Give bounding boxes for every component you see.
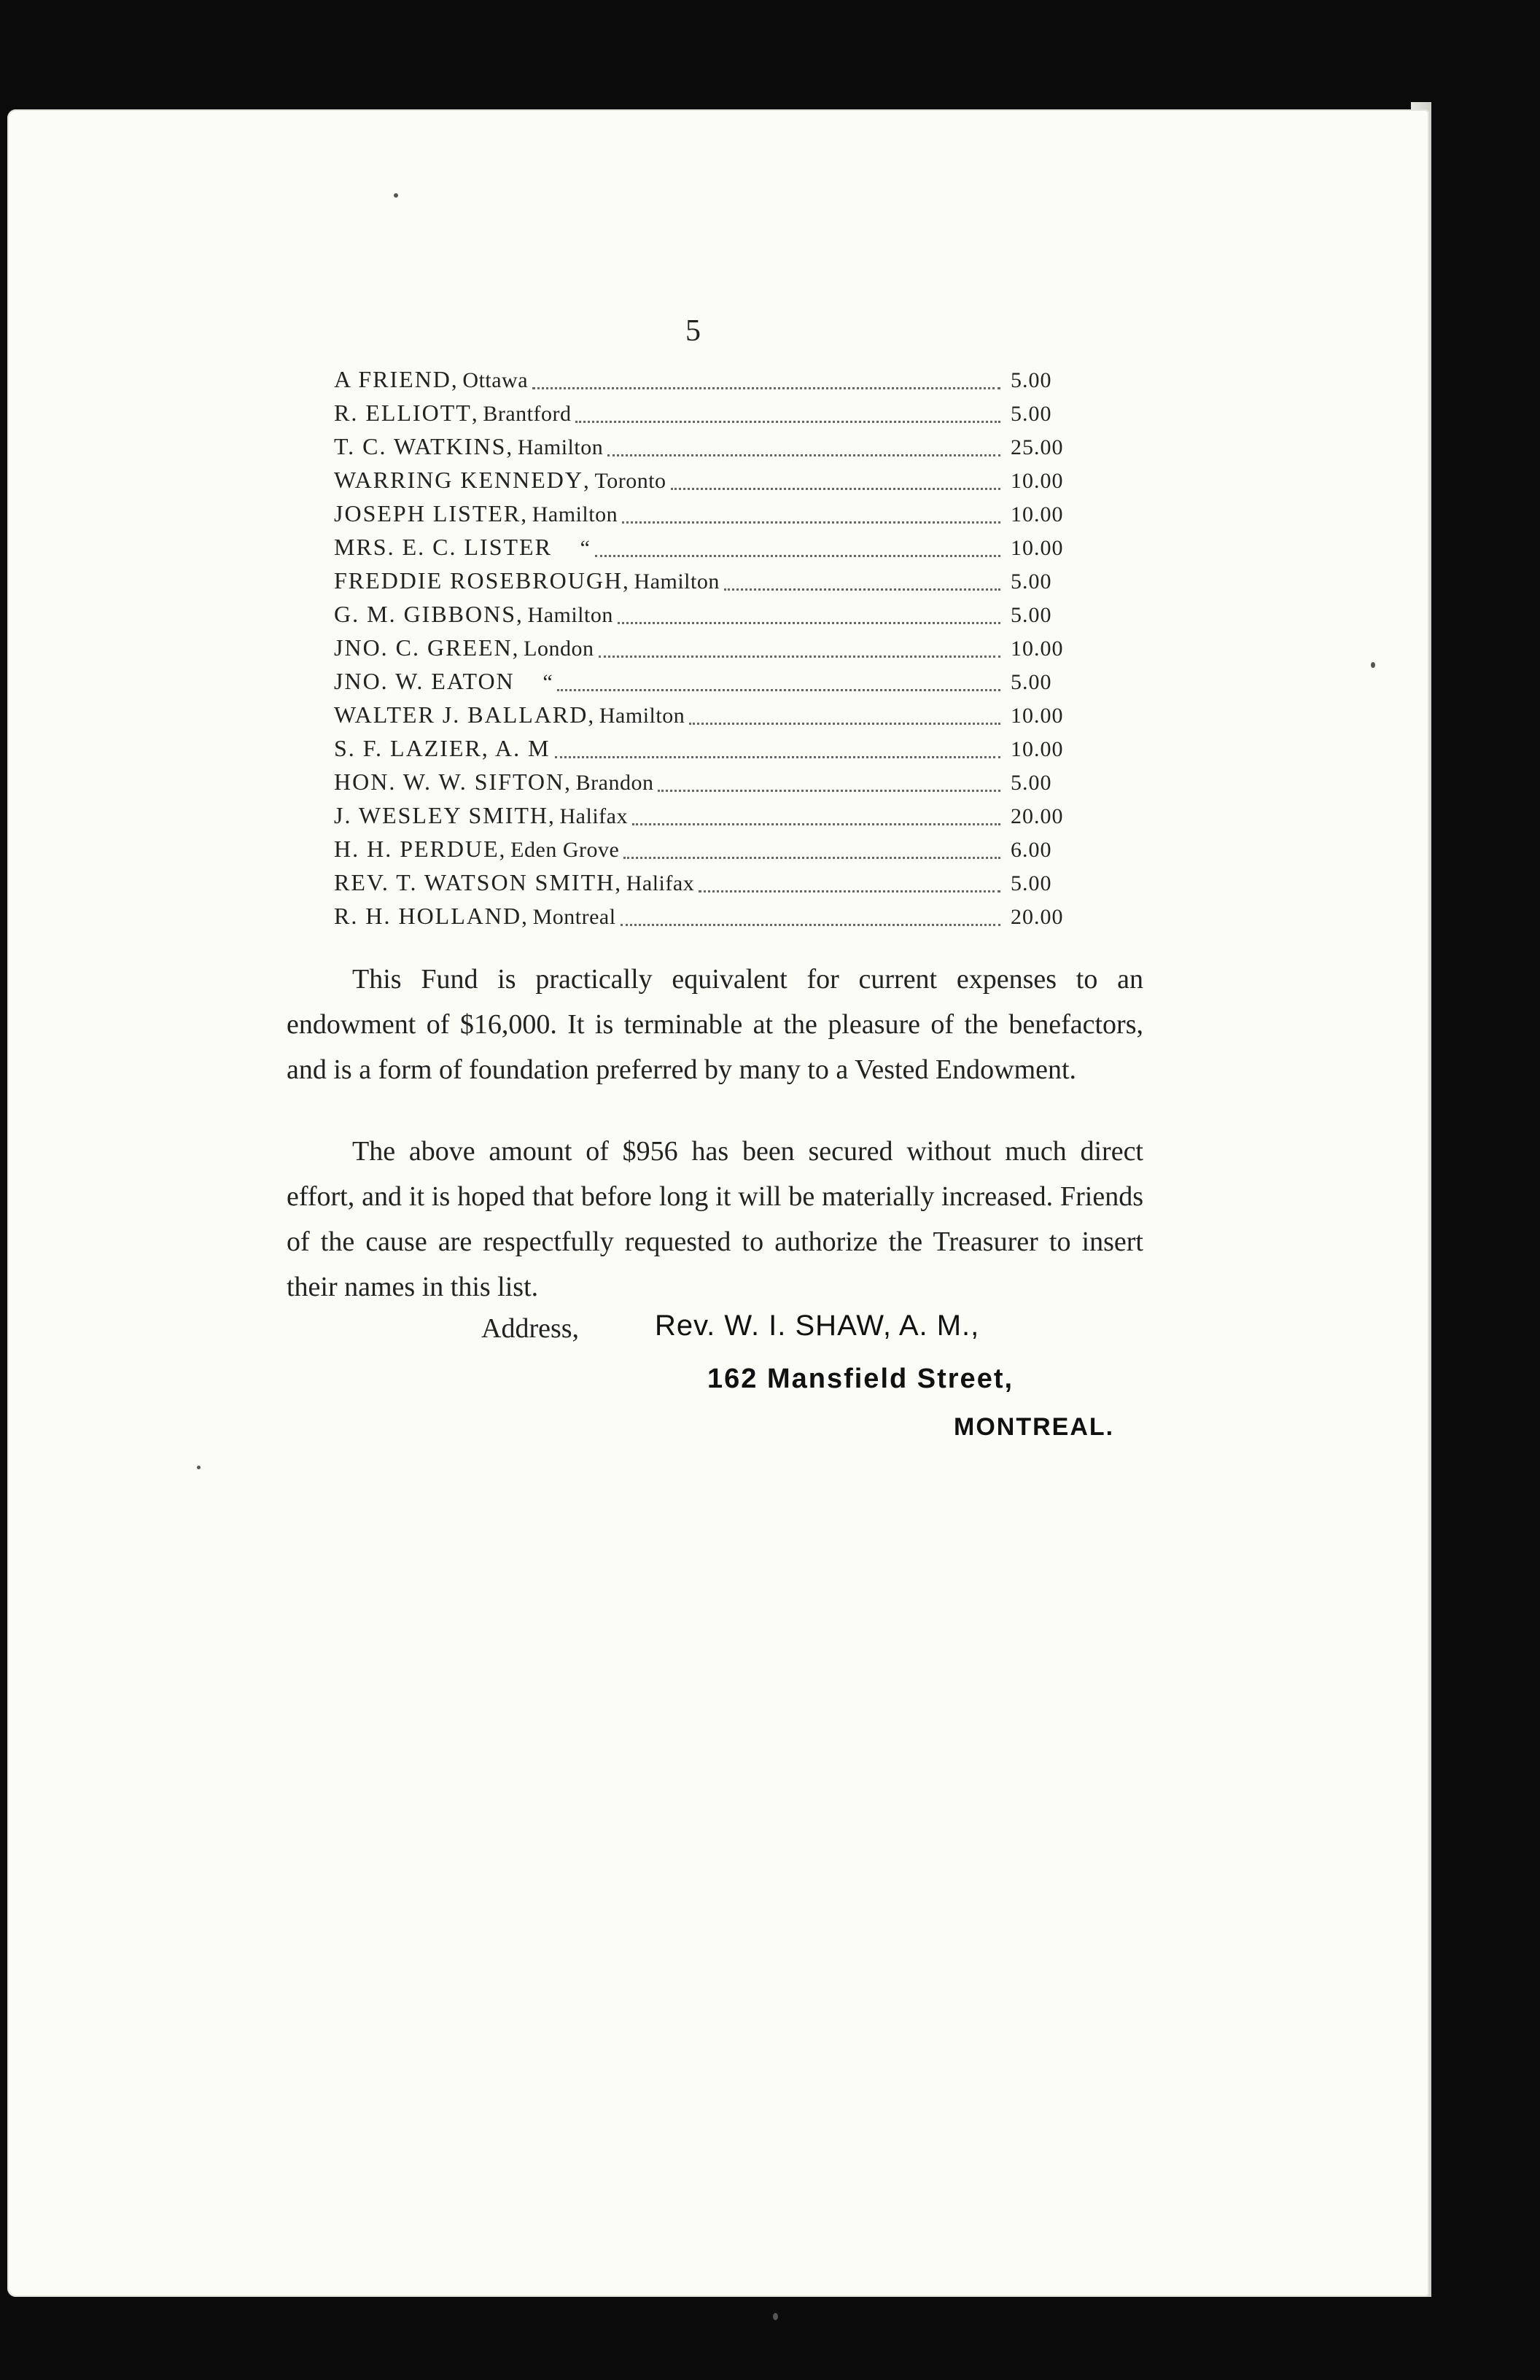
dot-leader [724,586,1000,591]
separator-comma: , [451,367,463,392]
subscriber-name: R. H. HOLLAND [334,903,522,929]
subscriber-place: Halifax [559,804,628,828]
subscriber-place: London [524,637,594,661]
subscriber-amount: 20.00 [1011,804,1064,828]
subscriber-name: REV. T. WATSON SMITH [334,869,615,895]
separator-comma: , [499,836,511,862]
dot-leader [632,821,1000,825]
subscriber-place: Hamilton [532,502,618,526]
subscriber-amount: 5.00 [1011,569,1052,594]
subscriber-row [334,836,1092,869]
subscriber-amount: 10.00 [1011,704,1064,728]
ditto-gap [552,534,580,561]
scan-speck [1371,662,1375,668]
subscriber-amount: 5.00 [1011,871,1052,895]
dot-leader [599,653,1001,658]
subscriber-row [334,567,1092,601]
subscriber-row [334,769,1092,802]
subscriber-row [334,433,1092,467]
subscriber-amount: 5.00 [1011,603,1052,627]
separator-comma: , [512,635,524,661]
subscriber-name: JNO. C. GREEN [334,634,513,661]
subscriber-row [334,903,1092,936]
subscriber-list [334,366,1092,936]
subscriber-row [334,802,1092,836]
dot-leader [595,553,1001,557]
ditto-gap [515,669,543,695]
subscriber-name: R. ELLIOTT [334,400,472,426]
page-number: 5 [685,314,701,348]
subscriber-row [334,869,1092,903]
subscriber-amount: 10.00 [1011,737,1064,761]
subscriber-place: Brandon [575,771,654,795]
subscriber-amount: 25.00 [1011,435,1064,459]
subscriber-amount: 6.00 [1011,838,1052,862]
subscriber-amount: 5.00 [1011,368,1052,392]
address-street: 162 Mansfield Street, [707,1364,1014,1394]
subscriber-row [334,400,1092,433]
dot-leader [618,620,1000,624]
separator-comma: , [548,803,560,828]
subscriber-amount: 10.00 [1011,469,1064,493]
subscriber-place: “ [542,670,553,694]
subscriber-row [334,735,1092,769]
subscriber-name: S. F. LAZIER, A. M [334,735,551,761]
subscriber-row [334,701,1092,735]
subscriber-name: MRS. E. C. LISTER [334,534,552,560]
separator-comma: , [521,501,532,526]
dot-leader [622,519,1000,524]
subscriber-name: H. H. PERDUE [334,836,499,862]
dot-leader [671,486,1000,490]
separator-comma: , [564,769,576,795]
subscriber-name: JOSEPH LISTER [334,500,521,526]
subscriber-place: Halifax [626,871,695,895]
subscriber-place: Hamilton [517,435,604,459]
subscriber-row [334,534,1092,567]
subscriber-place: Ottawa [462,368,529,392]
address-name: Rev. W. I. SHAW, A. M., [655,1310,980,1342]
separator-comma: , [506,434,518,459]
subscriber-row [334,668,1092,701]
separator-comma: , [471,400,483,426]
subscriber-amount: 10.00 [1011,502,1064,526]
subscriber-amount: 10.00 [1011,536,1064,560]
subscriber-place: Montreal [532,905,616,929]
subscriber-place: Hamilton [599,704,685,728]
dot-leader [658,788,1000,792]
subscriber-name: HON. W. W. SIFTON [334,769,565,795]
subscriber-row [334,467,1092,500]
dot-leader [557,687,1000,691]
subscriber-name: T. C. WATKINS [334,433,507,459]
separator-comma: , [516,602,528,627]
scan-speck [197,1466,201,1469]
subscriber-place: Hamilton [527,603,613,627]
subscriber-place: Toronto [594,469,666,493]
subscriber-name: FREDDIE ROSEBROUGH [334,567,623,594]
scan-speck [773,2313,778,2320]
separator-comma: , [588,702,599,728]
subscriber-amount: 5.00 [1011,402,1052,426]
subscriber-row [334,601,1092,634]
subscriber-place: Eden Grove [510,838,620,862]
dot-leader [689,720,1000,725]
dot-leader [555,754,1000,758]
subscriber-amount: 10.00 [1011,637,1064,661]
dot-leader [699,888,1000,892]
subscriber-place: Brantford [483,402,572,426]
dot-leader [575,419,1000,423]
subscriber-name: J. WESLEY SMITH [334,802,548,828]
separator-comma: , [623,568,634,594]
subscriber-name: A FRIEND [334,366,451,392]
fund-description-paragraph: This Fund is practically equivalent for current expenses to an endowment of $16,000. It is terminable at the pleasure of the benefactors, and is a form of foundation preferred by many to a Vested Endowment. [287,964,1143,1085]
appeal-paragraph: The above amount of $956 has been secured without much direct effort, and it is hoped that before long it will be materially increased. Friends of the cause are respectfully requested to authorize the Treasurer to insert their names in this list. [287,1136,1143,1302]
scan-speck [394,193,398,198]
subscriber-name: G. M. GIBBONS [334,601,517,627]
subscriber-name: WALTER J. BALLARD [334,701,588,728]
separator-comma: , [521,903,533,929]
subscriber-place: “ [580,536,591,560]
separator-comma: , [583,467,595,493]
separator-comma: , [615,870,626,895]
subscriber-row [334,366,1092,400]
dot-leader [607,452,1000,456]
subscriber-amount: 20.00 [1011,905,1064,929]
dot-leader [532,385,1000,389]
address-city: MONTREAL. [954,1413,1115,1441]
subscriber-row [334,634,1092,668]
subscriber-amount: 5.00 [1011,771,1052,795]
subscriber-place: Hamilton [634,569,720,594]
subscriber-name: JNO. W. EATON [334,668,515,694]
dot-leader [621,922,1000,926]
subscriber-row [334,500,1092,534]
dot-leader [623,855,1000,859]
subscriber-amount: 5.00 [1011,670,1052,694]
address-label: Address, [481,1313,580,1344]
subscriber-name: WARRING KENNEDY [334,467,583,493]
